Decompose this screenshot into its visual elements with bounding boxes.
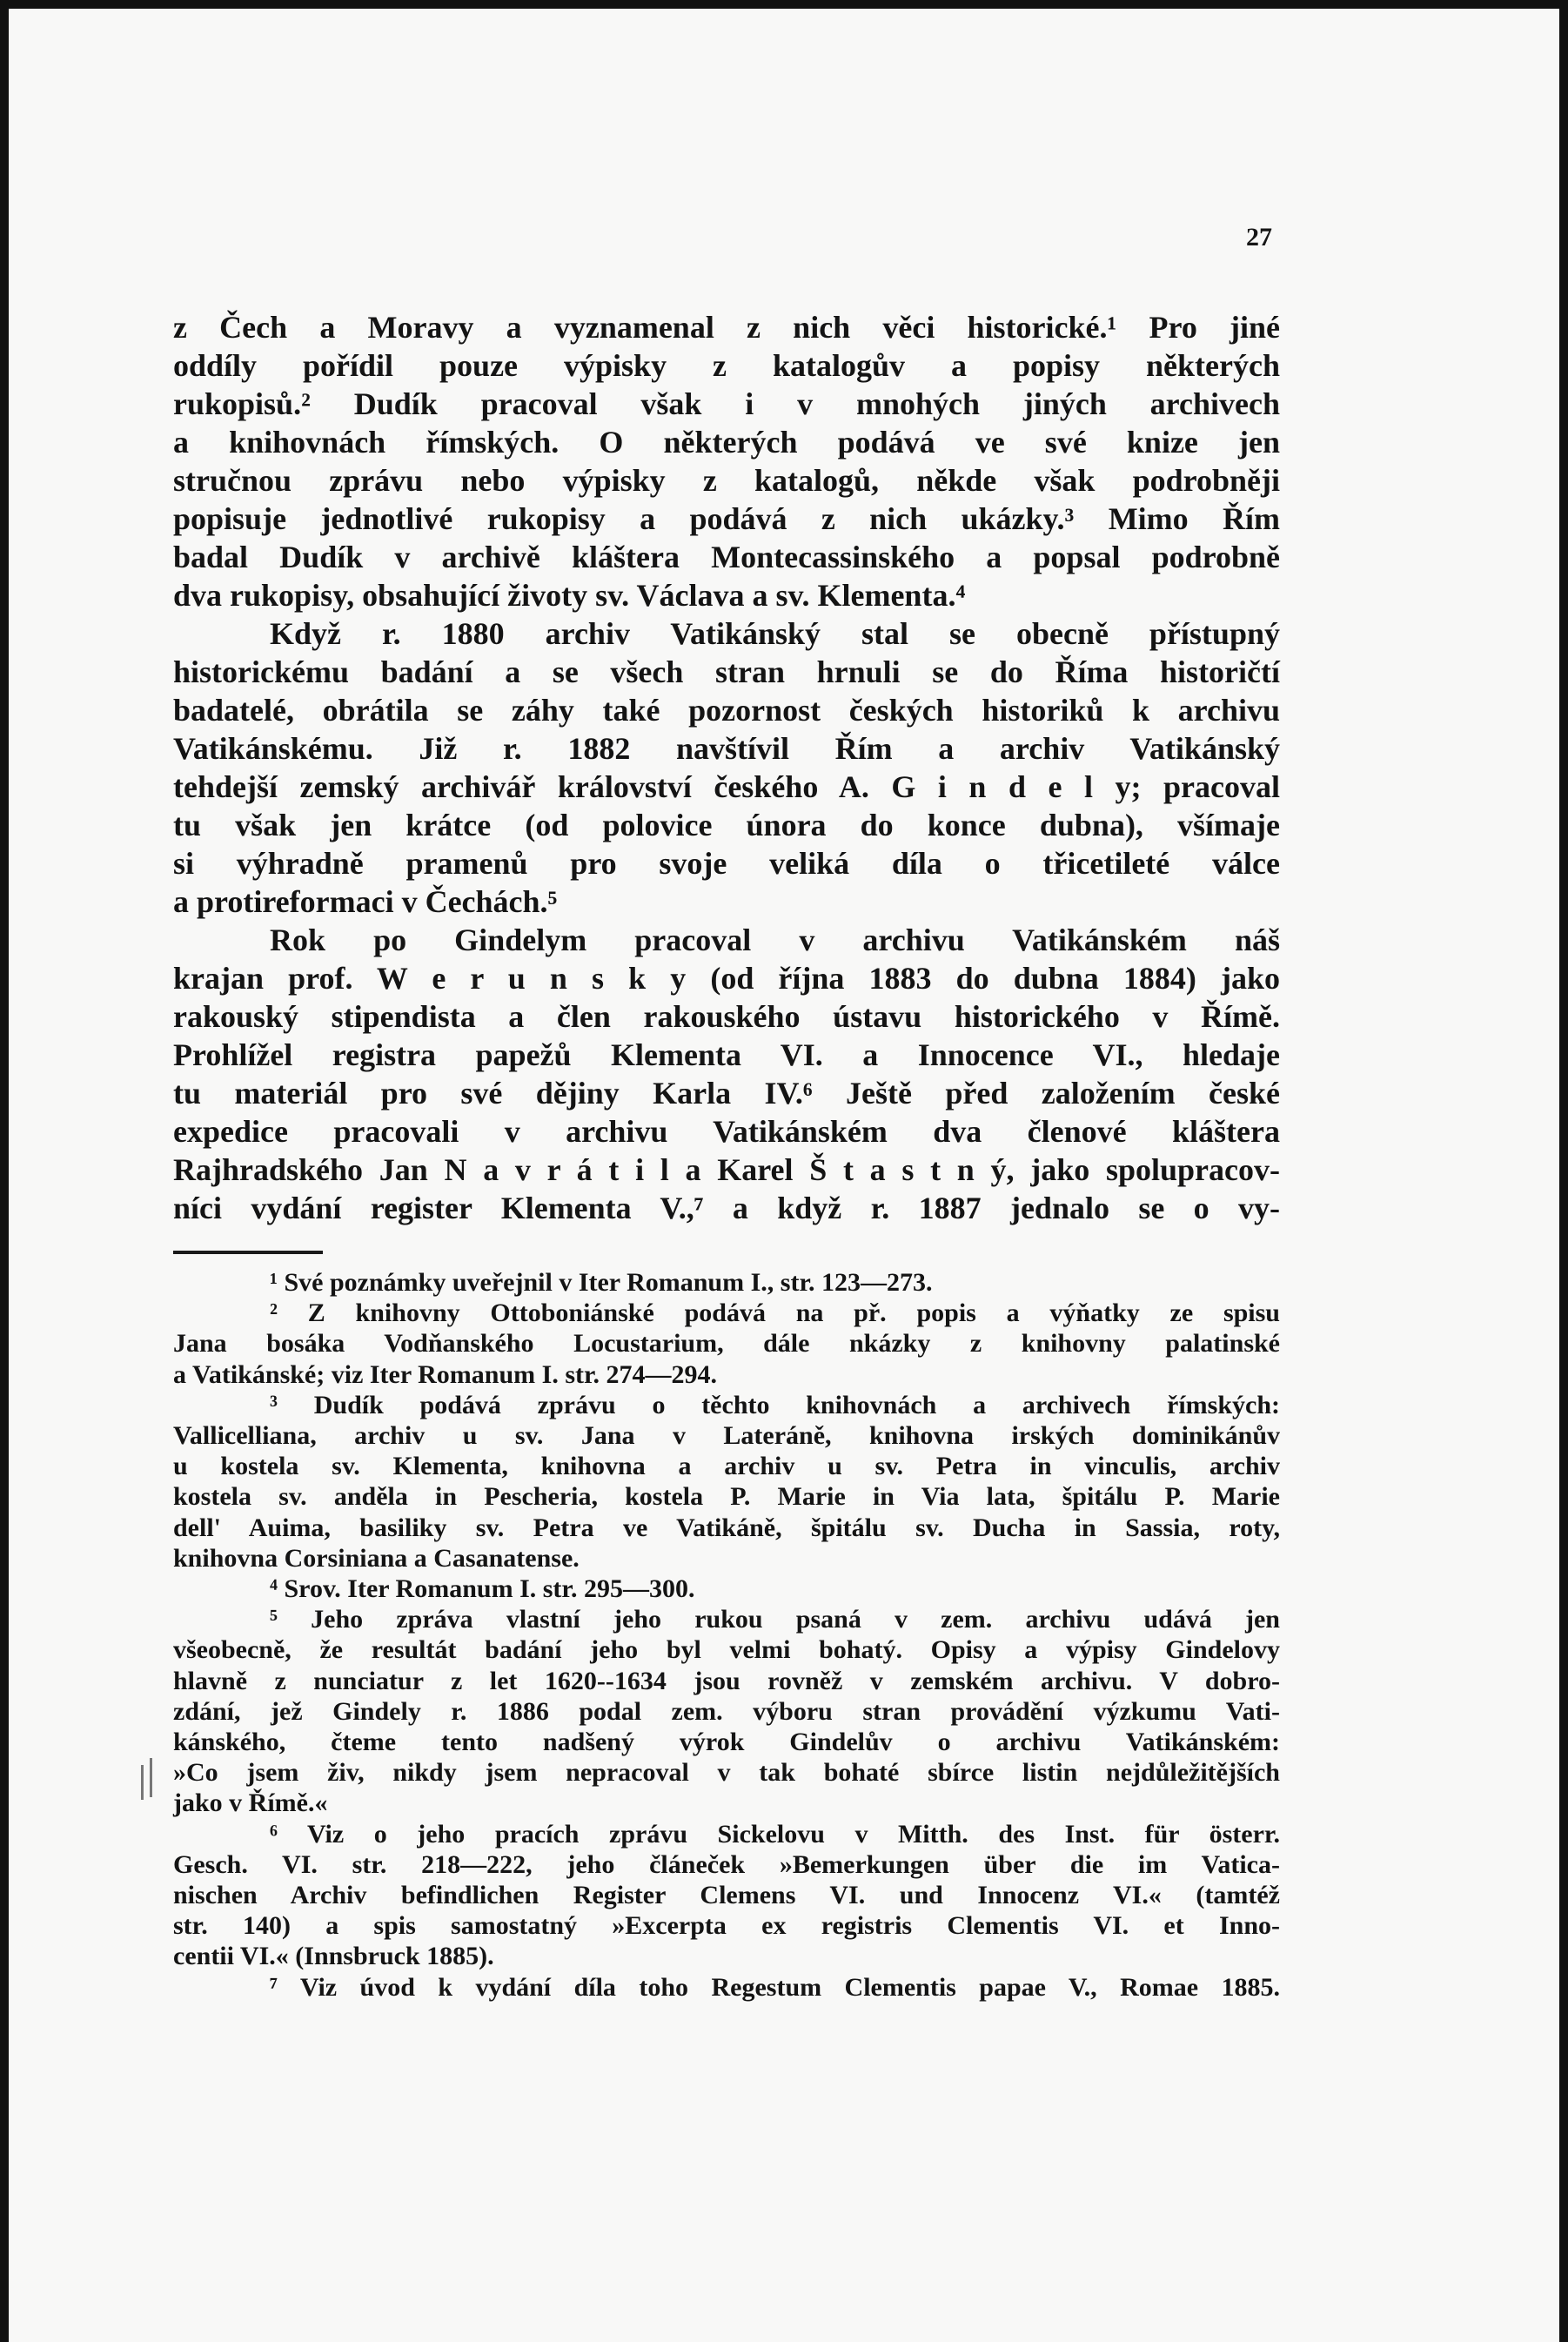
footnote-line: zdání, jež Gindely r. 1886 podal zem. výboru stran provádění výzkumu Vati- [173, 1696, 1280, 1726]
body-line: popisuje jednotlivé rukopisy a podává z nich ukázky.³ Mimo Řím [173, 501, 1280, 536]
body-line: Vatikánskému. Již r. 1882 navštívil Řím a archiv Vatikánský [173, 731, 1280, 766]
footnote-line: všeobecně, že resultát badání jeho byl velmi bohatý. Opisy a výpisy Gindelovy [173, 1635, 1280, 1665]
body-line: tu však jen krátce (od polovice února do konce dubna), všímaje [173, 808, 1280, 842]
footnote-line: ² Z knihovny Ottoboniánské podává na př. popis a výňatky ze spisu [270, 1299, 1280, 1328]
body-line: expedice pracovali v archivu Vatikánském dva členové kláštera [173, 1114, 1280, 1149]
body-line: dva rukopisy, obsahující životy sv. Václava a sv. Klementa.⁴ [173, 578, 966, 613]
scan-artifact-mark [150, 1758, 152, 1797]
body-line: stručnou zprávu nebo výpisky z katalogů, někde však podrobněji [173, 463, 1280, 498]
footnote-line: hlavně z nunciatur z let 1620--1634 jsou rovněž v zemském archivu. V dobro- [173, 1666, 1280, 1695]
footnote-line: ⁷ Viz úvod k vydání díla toho Regestum Clementis papae V., Romae 1885. [270, 1972, 1280, 2002]
body-line: badatelé, obrátila se záhy také pozornost českých historiků k archivu [173, 693, 1280, 728]
footnote-line: nischen Archiv befindlichen Register Clemens VI. und Innocenz VI.« (tamtéž [173, 1881, 1280, 1910]
footnote-line: ⁶ Viz o jeho pracích zprávu Sickelovu v Mitth. des Inst. für österr. [270, 1819, 1280, 1849]
footnote-line: knihovna Corsiniana a Casanatense. [173, 1543, 580, 1573]
body-line: níci vydání register Klementa V.,⁷ a když r. 1887 jednalo se o vy- [173, 1191, 1280, 1225]
footnote-line: kánského, čteme tento nadšený výrok Gindelův o archivu Vatikánském: [173, 1728, 1280, 1757]
body-line: Prohlížel registra papežů Klementa VI. a Innocence VI., hledaje [173, 1037, 1280, 1072]
body-line: a knihovnách římských. O některých podává ve své knize jen [173, 425, 1280, 460]
footnotes [173, 1267, 1280, 2003]
footnote-line: jako v Římě.« [173, 1788, 328, 1818]
body-line: historickému badání a se všech stran hrnuli se do Říma historičtí [173, 654, 1280, 689]
footnote-line: Vallicelliana, archiv u sv. Jana v Lateráně, knihovna irských dominikánův [173, 1421, 1280, 1451]
body-line: oddíly pořídil pouze výpisky z katalogův a popisy některých [173, 348, 1280, 383]
body-line: rukopisů.² Dudík pracoval však i v mnohých jiných archivech [173, 386, 1280, 421]
footnote-line: ⁵ Jeho zpráva vlastní jeho rukou psaná v zem. archivu udává jen [270, 1605, 1280, 1634]
footnote-line: Jana bosáka Vodňanského Locustarium, dále nkázky z knihovny palatinské [173, 1329, 1280, 1359]
body-line: Když r. 1880 archiv Vatikánský stal se obecně přístupný [270, 616, 1280, 651]
footnote-line: kostela sv. anděla in Pescheria, kostela P. Marie in Via lata, špitálu P. Marie [173, 1482, 1280, 1512]
body-line: badal Dudík v archivě kláštera Montecassinského a popsal podrobně [173, 540, 1280, 574]
footnote-line: dell' Auima, basiliky sv. Petra ve Vatikáně, špitálu sv. Ducha in Sassia, roty, [173, 1513, 1280, 1542]
footnote-line: »Co jsem živ, nikdy jsem nepracoval v tak bohaté sbírce listin nejdůležitějších [173, 1758, 1280, 1788]
footnote-line: str. 140) a spis samostatný »Excerpta ex registris Clementis VI. et Inno- [173, 1911, 1280, 1941]
body-line: a protireformaci v Čechách.⁵ [173, 884, 558, 919]
scanned-page [9, 9, 1559, 2342]
footnote-line: ¹ Své poznámky uveřejnil v Iter Romanum I., str. 123—273. [270, 1268, 933, 1297]
scan-artifact-mark [141, 1765, 144, 1800]
footnote-separator [173, 1251, 323, 1254]
body-line: z Čech a Moravy a vyznamenal z nich věci historické.¹ Pro jiné [173, 310, 1280, 345]
body-line: Rajhradského Jan N a v r á t i l a Karel Š t a s t n ý, jako spolupracov- [173, 1152, 1280, 1187]
body-text [173, 308, 1280, 1227]
footnote-line: centii VI.« (Innsbruck 1885). [173, 1942, 494, 1971]
body-line: si výhradně pramenů pro svoje veliká díla o třicetileté válce [173, 846, 1280, 881]
body-line: tehdejší zemský archivář království českého A. G i n d e l y; pracoval [173, 769, 1280, 804]
body-line: krajan prof. W e r u n s k y (od října 1883 do dubna 1884) jako [173, 961, 1280, 996]
footnote-line: ⁴ Srov. Iter Romanum I. str. 295—300. [270, 1574, 695, 1604]
footnote-line: ³ Dudík podává zprávu o těchto knihovnách a archivech římských: [270, 1390, 1280, 1419]
footnote-line: a Vatikánské; viz Iter Romanum I. str. 274—294. [173, 1359, 718, 1389]
body-line: tu materiál pro své dějiny Karla IV.⁶ Ještě před založením české [173, 1076, 1280, 1111]
body-line: rakouský stipendista a člen rakouského ústavu historického v Římě. [173, 999, 1280, 1034]
body-line: Rok po Gindelym pracoval v archivu Vatikánském náš [270, 923, 1280, 957]
footnote-line: Gesch. VI. str. 218—222, jeho článeček »Bemerkungen über die im Vatica- [173, 1849, 1280, 1879]
page-number: 27 [1246, 223, 1272, 252]
footnote-line: u kostela sv. Klementa, knihovna a archiv u sv. Petra in vinculis, archiv [173, 1452, 1280, 1481]
